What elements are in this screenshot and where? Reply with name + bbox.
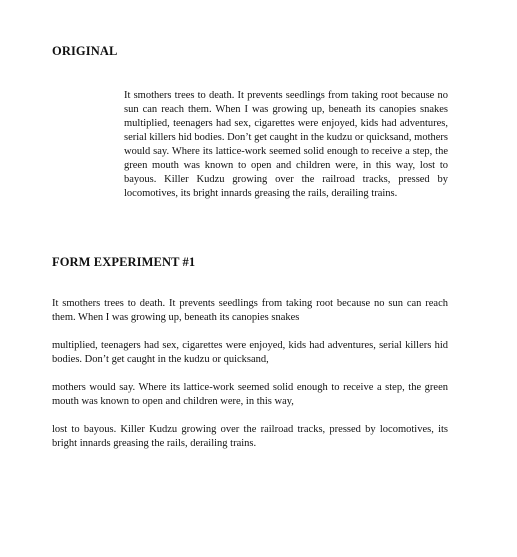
form-experiment-heading: FORM EXPERIMENT #1 (52, 255, 196, 269)
original-heading: ORIGINAL (52, 44, 118, 58)
form-experiment-paragraph-1: It smothers trees to death. It prevents seedlings from taking root because no sun can reach them. When I was growing up, beneath its canopies snakes (52, 298, 448, 323)
form-experiment-paragraph-4: lost to bayous. Killer Kudzu growing over the railroad tracks, pressed by locomotives, its bright innards greasing the rails, derailing trains. (52, 424, 448, 449)
form-experiment-paragraph-3: mothers would say. Where its lattice-work seemed solid enough to receive a step, the green mouth was known to open and children were, in this way, (52, 382, 448, 407)
form-experiment-paragraph-2: multiplied, teenagers had sex, cigarettes were enjoyed, kids had adventures, serial killers hid bodies. Don’t get caught in the kudzu or quicksand, (52, 340, 448, 365)
original-paragraph: It smothers trees to death. It prevents seedlings from taking root because no sun can reach them. When I was growing up, beneath its canopies snakes multiplied, teenagers had sex, cigarettes were enjoyed, kids had adventures, serial killers hid bodies. Don’t get caught in the kudzu or quicksand, mothers would say. Where its lattice-work seemed solid enough to receive a step, the green mouth was known to open and children were, in this way, lost to bayous. Killer Kudzu growing over the railroad tracks, pressed by locomotives, its bright innards greasing the rails, derailing trains. (124, 90, 448, 199)
